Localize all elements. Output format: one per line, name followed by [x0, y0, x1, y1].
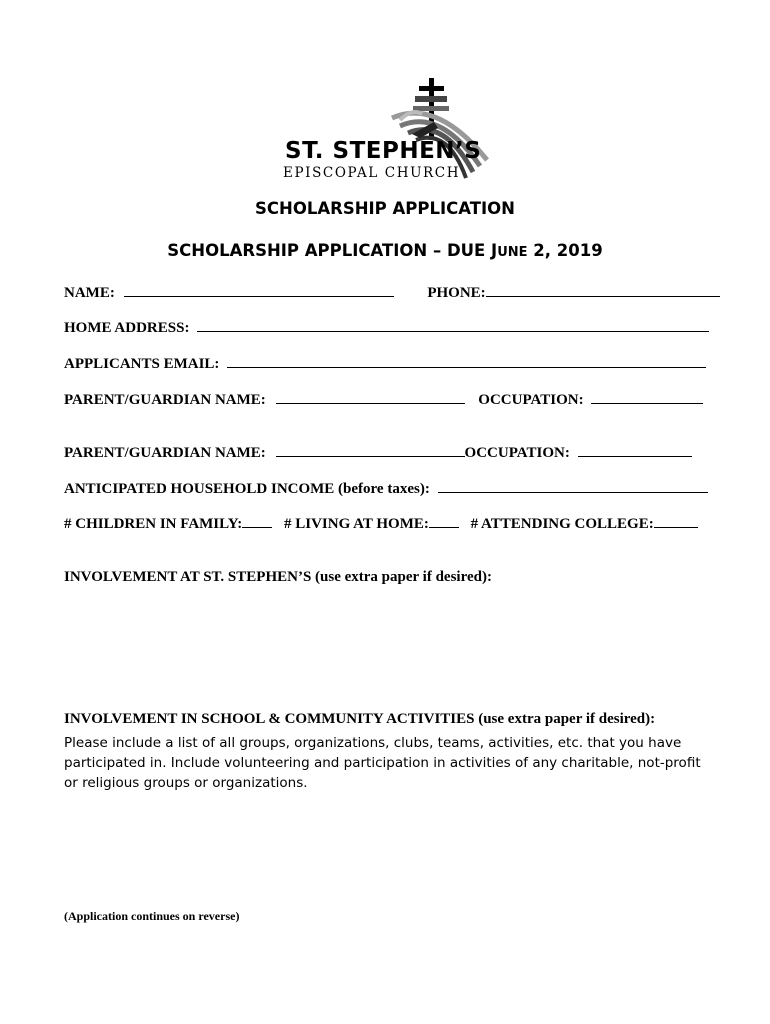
page-subtitle	[0, 241, 770, 260]
subtitle-suffix: 2, 2019	[527, 241, 603, 260]
parent-name-2-field[interactable]	[276, 442, 465, 457]
home-address-field[interactable]	[197, 317, 709, 332]
phone-label: PHONE:	[427, 285, 486, 301]
income-field[interactable]	[438, 478, 708, 493]
name-field[interactable]	[124, 282, 394, 297]
email-field[interactable]	[227, 353, 706, 368]
row-income	[64, 478, 708, 498]
occupation-2-label: OCCUPATION:	[464, 445, 570, 461]
footer-note: (Application continues on reverse)	[64, 909, 240, 923]
involvement-school-heading: INVOLVEMENT IN SCHOOL & COMMUNITY ACTIVITIES (use extra paper if desired):	[64, 711, 656, 727]
row-email	[64, 353, 706, 373]
parent-name-1-label: PARENT/GUARDIAN NAME:	[64, 392, 266, 408]
living-at-home-field[interactable]	[429, 513, 459, 528]
org-name: ST. STEPHEN’S	[285, 138, 482, 164]
children-label: # CHILDREN IN FAMILY:	[64, 516, 243, 532]
row-home-address	[64, 317, 709, 337]
home-address-label: HOME ADDRESS:	[64, 320, 190, 336]
parent-name-1-field[interactable]	[276, 389, 465, 404]
attending-college-field[interactable]	[654, 513, 698, 528]
income-label: ANTICIPATED HOUSEHOLD INCOME (before taxes):	[64, 481, 430, 497]
occupation-1-field[interactable]	[591, 389, 703, 404]
attending-college-label: # ATTENDING COLLEGE:	[470, 516, 654, 532]
living-at-home-label: # LIVING AT HOME:	[283, 516, 429, 532]
org-subtitle: EPISCOPAL CHURCH	[283, 165, 461, 181]
name-label: NAME:	[64, 285, 115, 301]
involvement-school-instructions: Please include a list of all groups, organizations, clubs, teams, activities, etc. that you have participated in. Include volunteering and participation in activities of any charitable, not-profit or religious groups or organizations.	[64, 735, 701, 791]
involvement-church-heading: INVOLVEMENT AT ST. STEPHEN’S (use extra paper if desired):	[64, 569, 492, 585]
row-family	[64, 513, 698, 533]
row-parent-2	[64, 442, 692, 462]
email-label: APPLICANTS EMAIL:	[64, 356, 220, 372]
subtitle-prefix: SCHOLARSHIP APPLICATION – DUE J	[167, 241, 498, 260]
phone-field[interactable]	[486, 282, 720, 297]
church-logo	[262, 78, 492, 190]
children-field[interactable]	[242, 513, 272, 528]
row-parent-1	[64, 389, 703, 409]
occupation-2-field[interactable]	[578, 442, 692, 457]
subtitle-smallcaps: UNE	[497, 245, 528, 260]
page-title: SCHOLARSHIP APPLICATION	[255, 199, 515, 218]
parent-name-2-label: PARENT/GUARDIAN NAME:	[64, 445, 266, 461]
occupation-1-label: OCCUPATION:	[478, 392, 584, 408]
row-name-phone	[64, 282, 720, 302]
